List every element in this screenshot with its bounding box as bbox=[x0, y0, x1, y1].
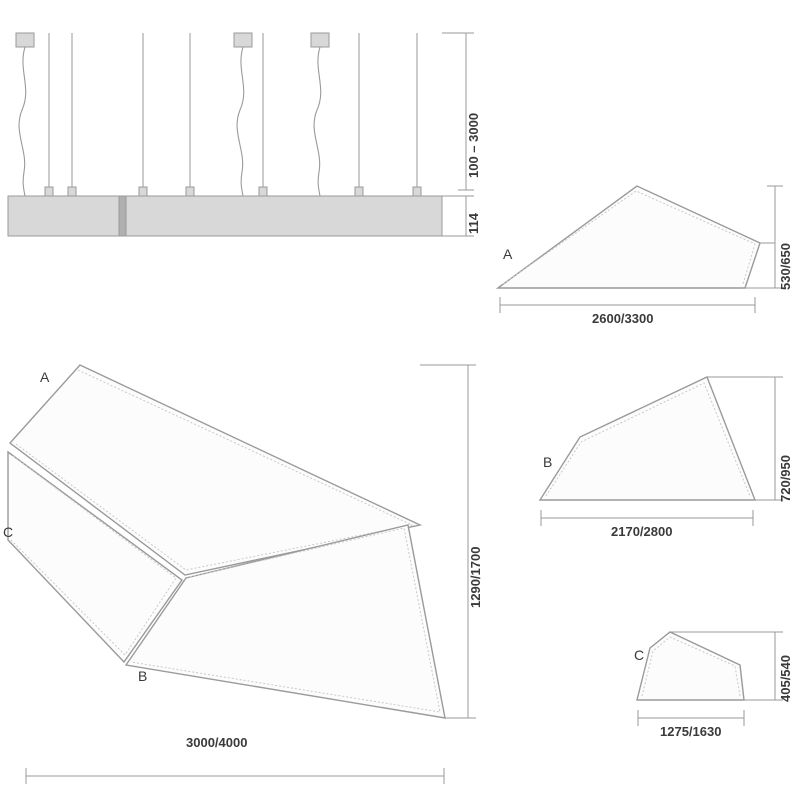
ceiling-canopy-box bbox=[311, 33, 329, 47]
panel-c-label: C bbox=[634, 647, 645, 663]
dimension-text-panel-a-width: 2600/3300 bbox=[592, 311, 654, 326]
luminaire-housing bbox=[8, 196, 442, 236]
dimension-text-plan-width: 3000/4000 bbox=[186, 735, 248, 750]
plan-label-c: C bbox=[3, 524, 14, 540]
panel-a-label: A bbox=[503, 246, 513, 262]
top-plan-view bbox=[8, 365, 476, 784]
power-cord bbox=[19, 47, 321, 196]
dimension-text-housing-height: 114 bbox=[466, 213, 481, 234]
suspension-cables bbox=[49, 33, 417, 196]
ceiling-canopy-box bbox=[16, 33, 34, 47]
panel-a-elevation bbox=[498, 186, 783, 313]
plan-label-b: B bbox=[138, 668, 148, 684]
panel-c-elevation bbox=[637, 632, 783, 726]
dimension-text-suspension-range: 100 – 3000 bbox=[466, 112, 481, 178]
dimension-line-plan-width bbox=[26, 768, 444, 784]
housing-joint bbox=[119, 196, 126, 236]
dimension-text-panel-c-height: 405/540 bbox=[778, 655, 793, 702]
dimension-text-panel-b-width: 2170/2800 bbox=[611, 524, 673, 539]
panel-c-outline bbox=[637, 632, 744, 700]
panel-a-outline bbox=[498, 186, 760, 288]
panel-b-outline bbox=[540, 377, 755, 500]
ceiling-canopy-box bbox=[234, 33, 252, 47]
dimension-text-plan-depth: 1290/1700 bbox=[468, 546, 483, 608]
panel-b-elevation bbox=[540, 377, 783, 526]
suspension-elevation-view bbox=[8, 33, 474, 236]
cable-clamp bbox=[45, 187, 421, 196]
dimension-text-panel-b-height: 720/950 bbox=[778, 455, 793, 502]
dimension-text-panel-a-height: 530/650 bbox=[778, 243, 793, 290]
plan-label-a: A bbox=[40, 369, 50, 385]
dimension-text-panel-c-width: 1275/1630 bbox=[660, 724, 722, 739]
panel-b-label: B bbox=[543, 454, 553, 470]
